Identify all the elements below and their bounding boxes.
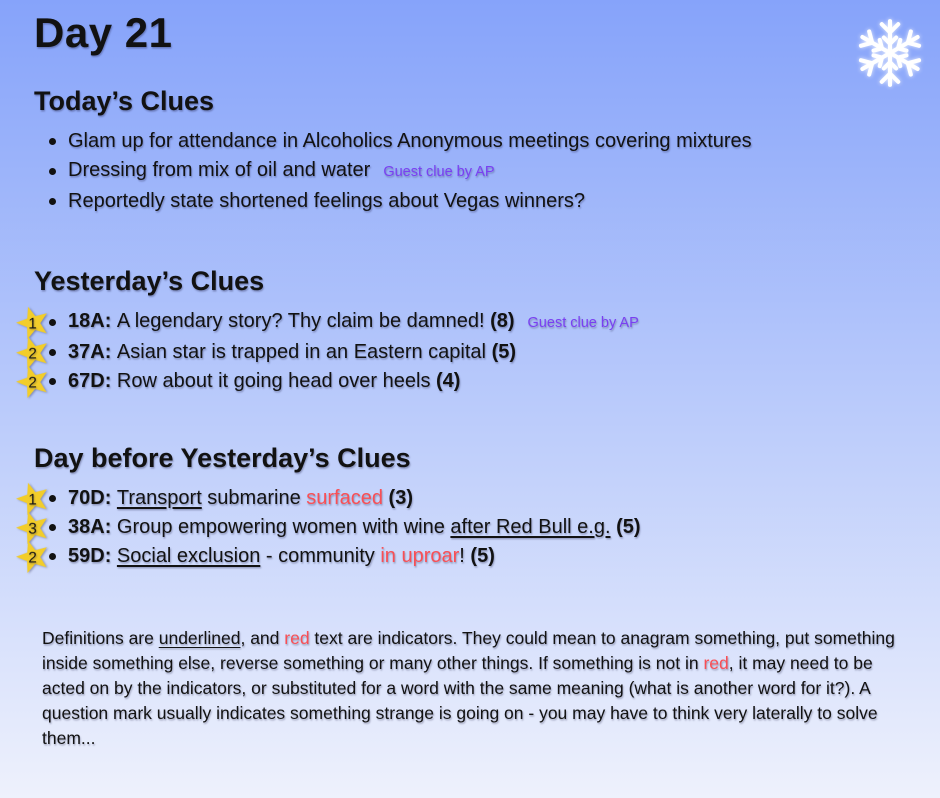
clue-text	[68, 516, 641, 538]
section-heading-day-before: Day before Yesterday’s Clues	[34, 443, 411, 473]
clue-text	[68, 487, 413, 509]
bullet-icon	[49, 378, 56, 385]
text-segment: text are indicators. They could mean to anagram something, put something inside something else, reverse something or many other things. If something is not in	[42, 628, 895, 673]
text-segment: 67D:	[68, 370, 117, 392]
bullet-icon	[49, 524, 56, 531]
clue-text	[68, 310, 639, 332]
text-segment: in uproar	[380, 545, 460, 567]
bullet-icon	[49, 319, 56, 326]
text-segment: (5)	[491, 341, 517, 363]
star-count: 1	[28, 490, 37, 508]
text-segment: Asian star is trapped in an Eastern capital	[116, 341, 492, 363]
page	[0, 10, 940, 798]
text-segment: Row about it going head over heels	[116, 370, 437, 392]
text-segment: (3)	[388, 487, 413, 509]
text-segment: (5)	[616, 516, 641, 538]
text-segment: (4)	[436, 370, 461, 392]
text-segment: submarine	[201, 487, 307, 509]
text-segment: , it may need to be acted on by the indicators, or substituted for a word with the same meaning (what is another word for it?). A question mark usually indicates something strange is going on - you may have to think very laterally to solve them...	[42, 653, 878, 748]
text-segment: red	[284, 628, 310, 648]
section-heading-yesterday: Yesterday’s Clues	[34, 266, 265, 296]
bullet-icon	[49, 495, 56, 502]
star-count: 2	[28, 344, 37, 362]
clue-text	[68, 190, 585, 212]
clue-row	[0, 367, 940, 396]
star-count: 1	[28, 314, 37, 332]
text-segment: after Red Bull e.g.	[450, 516, 611, 538]
text-segment: 38A:	[68, 516, 117, 538]
clue-text	[68, 341, 516, 363]
text-segment: 18A:	[68, 310, 117, 332]
clue-text	[68, 545, 495, 567]
text-segment: A legendary story? Thy claim be damned!	[116, 310, 491, 332]
star-count: 2	[28, 373, 37, 391]
text-segment: Guest clue by AP	[527, 315, 639, 331]
star-count: 2	[28, 548, 37, 566]
text-segment: Reportedly state shortened feelings about Vegas winners?	[68, 190, 586, 212]
section-day-before-yesterday	[0, 443, 940, 571]
section-today	[0, 86, 940, 216]
bullet-icon	[49, 198, 56, 205]
clue-row	[0, 513, 940, 542]
clue-text	[68, 159, 495, 181]
text-segment: underlined	[158, 628, 241, 648]
clue-row	[0, 156, 940, 187]
definitions-note	[42, 626, 918, 751]
clue-row	[0, 187, 940, 216]
clue-text	[68, 370, 460, 392]
text-segment: , and	[240, 628, 285, 648]
text-segment: Definitions are	[42, 628, 159, 648]
clue-row	[0, 484, 940, 513]
text-segment: red	[703, 653, 729, 673]
bullet-icon	[49, 168, 56, 175]
text-segment: Group empowering women with wine	[116, 516, 451, 538]
star-icon	[16, 540, 50, 574]
text-segment: 59D:	[68, 545, 117, 567]
text-segment: !	[459, 545, 471, 567]
clue-row	[0, 307, 940, 338]
page-title: Day 21	[34, 9, 173, 56]
clue-row	[0, 127, 940, 156]
text-segment: - community	[260, 545, 381, 567]
star-count: 3	[28, 519, 37, 537]
snowflake-icon	[853, 15, 927, 91]
text-segment: Glam up for attendance in Alcoholics Anonymous meetings covering mixtures	[68, 130, 752, 152]
bullet-icon	[49, 138, 56, 145]
section-yesterday	[0, 266, 940, 396]
bullet-icon	[49, 349, 56, 356]
text-segment: 70D:	[68, 487, 117, 509]
text-segment: Transport	[116, 487, 202, 509]
section-heading-today: Today’s Clues	[34, 86, 215, 116]
clue-row	[0, 542, 940, 571]
star-icon	[16, 365, 50, 399]
text-segment: (5)	[470, 545, 495, 567]
text-segment: Guest clue by AP	[383, 164, 495, 180]
text-segment: (8)	[490, 310, 515, 332]
clue-row	[0, 338, 940, 367]
clue-text	[68, 130, 752, 152]
text-segment: surfaced	[306, 487, 383, 509]
text-segment: 37A:	[68, 341, 117, 363]
text-segment: Dressing from mix of oil and water	[68, 159, 371, 181]
bullet-icon	[49, 553, 56, 560]
text-segment: Social exclusion	[116, 545, 261, 567]
